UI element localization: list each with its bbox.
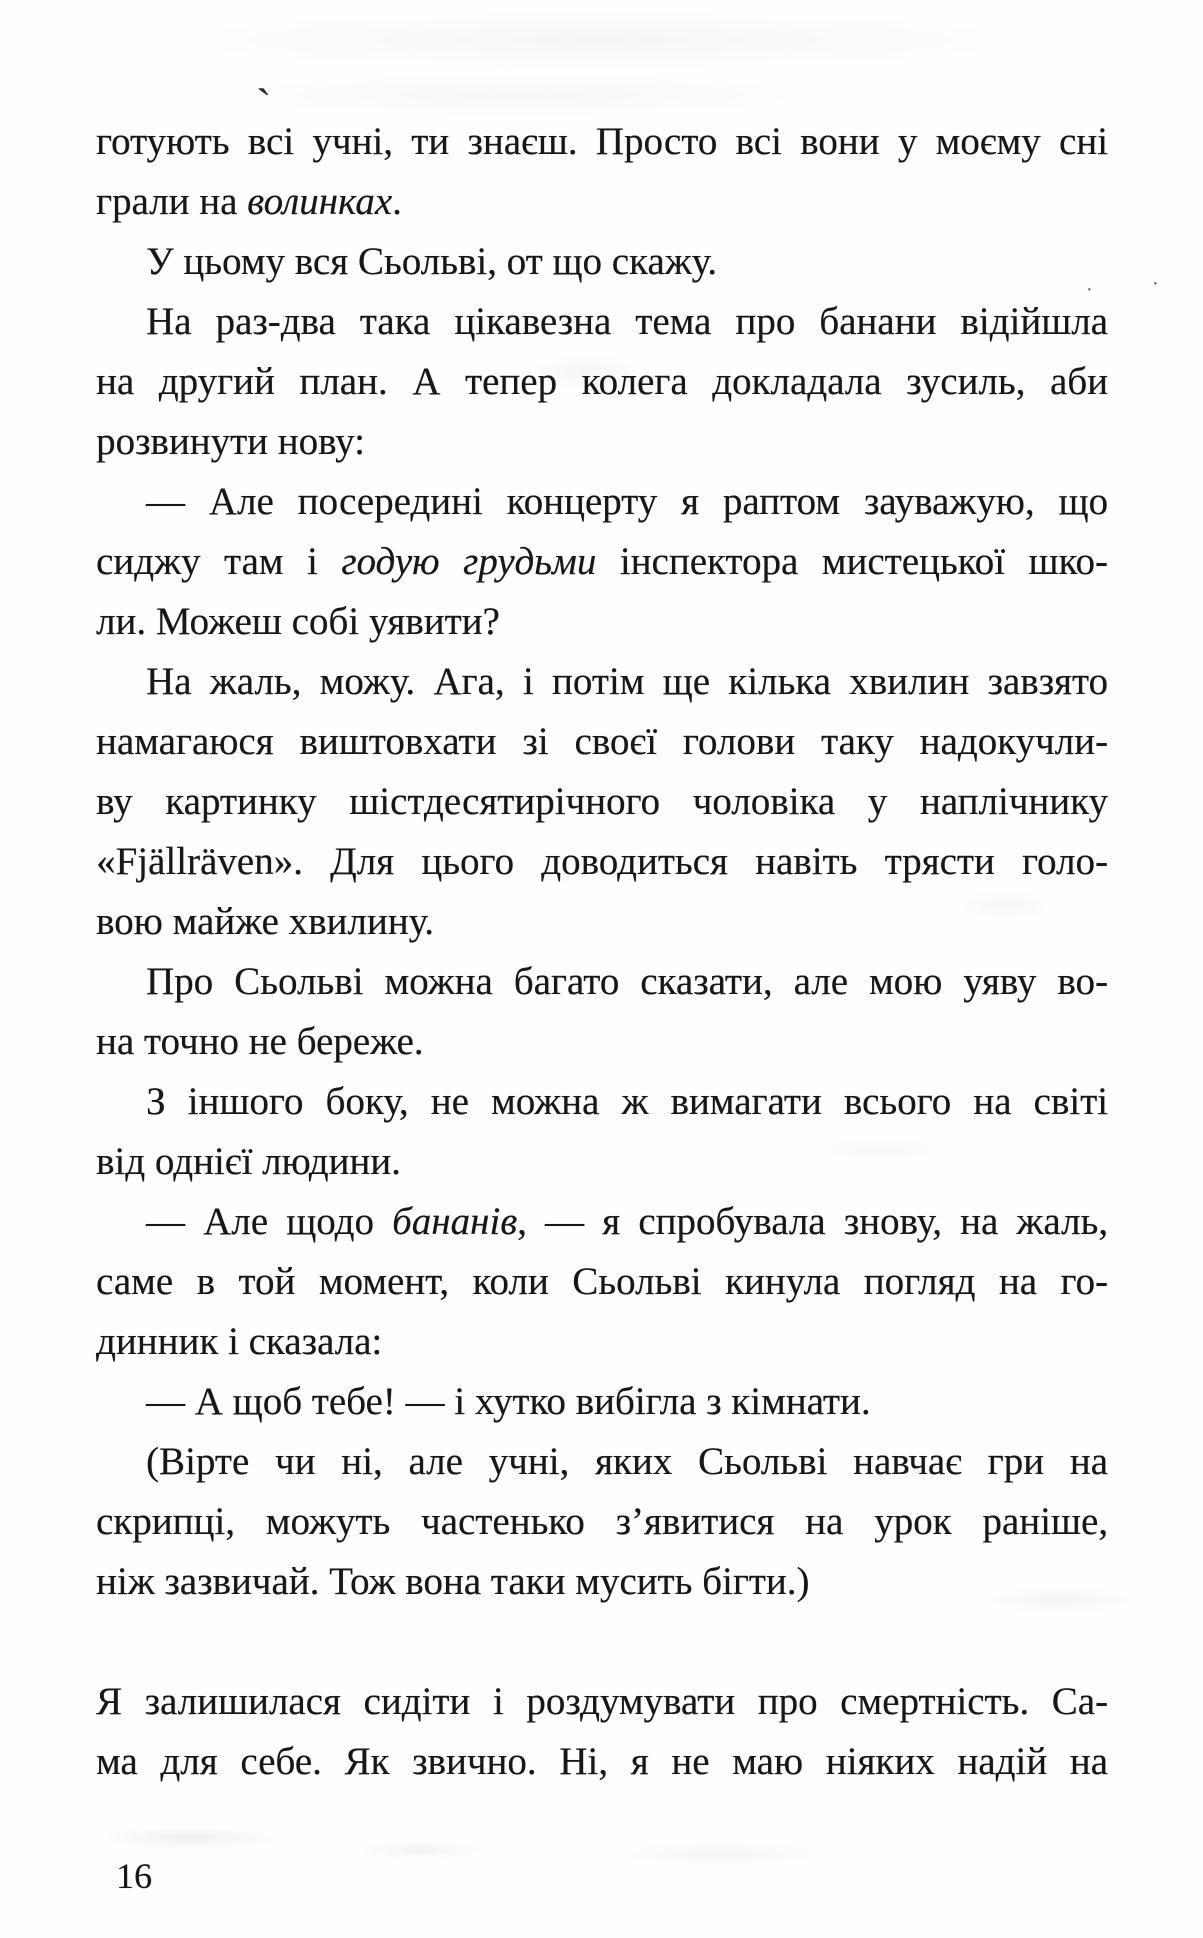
text-segment: інспектора мистецької шко- xyxy=(596,540,1108,583)
paragraph xyxy=(96,652,1108,952)
text-segment: від однієї людини. xyxy=(96,1140,401,1183)
scan-speck: · xyxy=(1086,279,1093,301)
text-line xyxy=(96,1552,1108,1612)
text-segment: на другий план. А тепер колега докладала зусиль, аби xyxy=(96,360,1108,403)
text-segment: скрипці, можуть частенько з’явитися на урок раніше, xyxy=(96,1500,1108,1543)
text-line xyxy=(96,1252,1108,1312)
text-line xyxy=(96,232,1108,292)
stray-accent-mark: ` xyxy=(256,79,272,130)
text-line xyxy=(96,472,1108,532)
paragraph xyxy=(96,1192,1108,1372)
text-line xyxy=(96,1432,1108,1492)
paragraph xyxy=(96,112,1108,232)
text-line xyxy=(96,112,1108,172)
text-line xyxy=(96,892,1108,952)
text-line xyxy=(96,1012,1108,1072)
text-segment: готують всі учні, ти знаєш. Просто всі вони у моєму сні xyxy=(96,120,1108,163)
text-line xyxy=(96,1372,1108,1432)
text-line xyxy=(96,1132,1108,1192)
paragraph xyxy=(96,232,1108,292)
text-segment: . xyxy=(392,180,402,223)
text-segment: На жаль, можу. Ага, і потім ще кілька хвилин завзято xyxy=(146,660,1108,703)
text-line xyxy=(96,1492,1108,1552)
page-number: 16 xyxy=(116,1856,152,1896)
text-segment: «Fjällräven». Для цього доводиться навіть трясти голо- xyxy=(96,840,1108,883)
text-segment: ву картинку шістдесятирічного чоловіка у наплічнику xyxy=(96,780,1108,823)
text-segment: намагаюся виштовхати зі своєї голови таку надокучли- xyxy=(96,720,1108,763)
paragraph xyxy=(96,952,1108,1072)
text-segment: З іншого боку, не можна ж вимагати всього на світі xyxy=(146,1080,1108,1123)
text-segment: (Вірте чи ні, але учні, яких Сьольві навчає гри на xyxy=(146,1440,1108,1483)
text-segment: ли. Можеш собі уявити? xyxy=(96,600,500,643)
text-segment: розвинути нову: xyxy=(96,420,366,463)
text-line xyxy=(96,1312,1108,1372)
paragraph xyxy=(96,1672,1108,1792)
text-segment: саме в той момент, коли Сьольві кинула погляд на го- xyxy=(96,1260,1108,1303)
scan-speck: · xyxy=(1152,273,1159,295)
text-segment: , — я спробувала знову, на жаль, xyxy=(517,1200,1108,1243)
text-line xyxy=(96,1732,1108,1792)
text-line xyxy=(96,1672,1108,1732)
text-segment: Про Сьольві можна багато сказати, але мою уяву во- xyxy=(146,960,1108,1003)
text-line xyxy=(96,712,1108,772)
text-line xyxy=(96,652,1108,712)
italic-text-segment: бананів xyxy=(392,1200,518,1243)
paragraph xyxy=(96,1072,1108,1192)
text-line xyxy=(96,172,1108,232)
italic-text-segment: волинках xyxy=(247,180,393,223)
text-segment: вою майже хвилину. xyxy=(96,900,434,943)
text-line xyxy=(96,592,1108,652)
text-segment: грали на xyxy=(96,180,248,223)
text-segment: Я залишилася сидіти і роздумувати про смертність. Са- xyxy=(96,1680,1108,1723)
text-line xyxy=(96,832,1108,892)
text-segment: ніж зазвичай. Тож вона таки мусить бігти.) xyxy=(96,1560,810,1603)
paragraph xyxy=(96,1372,1108,1432)
text-line xyxy=(96,1072,1108,1132)
text-segment: сиджу там і xyxy=(96,540,342,583)
text-line xyxy=(96,352,1108,412)
text-segment: На раз-два така цікавезна тема про банани відійшла xyxy=(146,300,1108,343)
text-segment: — Але щодо xyxy=(146,1200,393,1243)
text-segment: — Але посередині концерту я раптом зауважую, що xyxy=(146,480,1108,523)
text-line xyxy=(96,1192,1108,1252)
italic-text-segment: годую грудьми xyxy=(341,540,597,583)
text-line xyxy=(96,292,1108,352)
paragraph xyxy=(96,472,1108,652)
text-segment: на точно не береже. xyxy=(96,1020,424,1063)
text-line xyxy=(96,532,1108,592)
text-line xyxy=(96,412,1108,472)
text-line xyxy=(96,772,1108,832)
paragraph xyxy=(96,1432,1108,1612)
paragraph xyxy=(96,292,1108,472)
text-segment: ма для себе. Як звично. Ні, я не маю ніяких надій на xyxy=(96,1740,1108,1783)
text-block xyxy=(96,112,1108,1792)
text-segment: динник і сказала: xyxy=(96,1320,383,1363)
text-line xyxy=(96,952,1108,1012)
text-segment: У цьому вся Сьольві, от що скажу. xyxy=(146,240,718,283)
text-segment: — А щоб тебе! — і хутко вибігла з кімнати. xyxy=(146,1380,871,1423)
